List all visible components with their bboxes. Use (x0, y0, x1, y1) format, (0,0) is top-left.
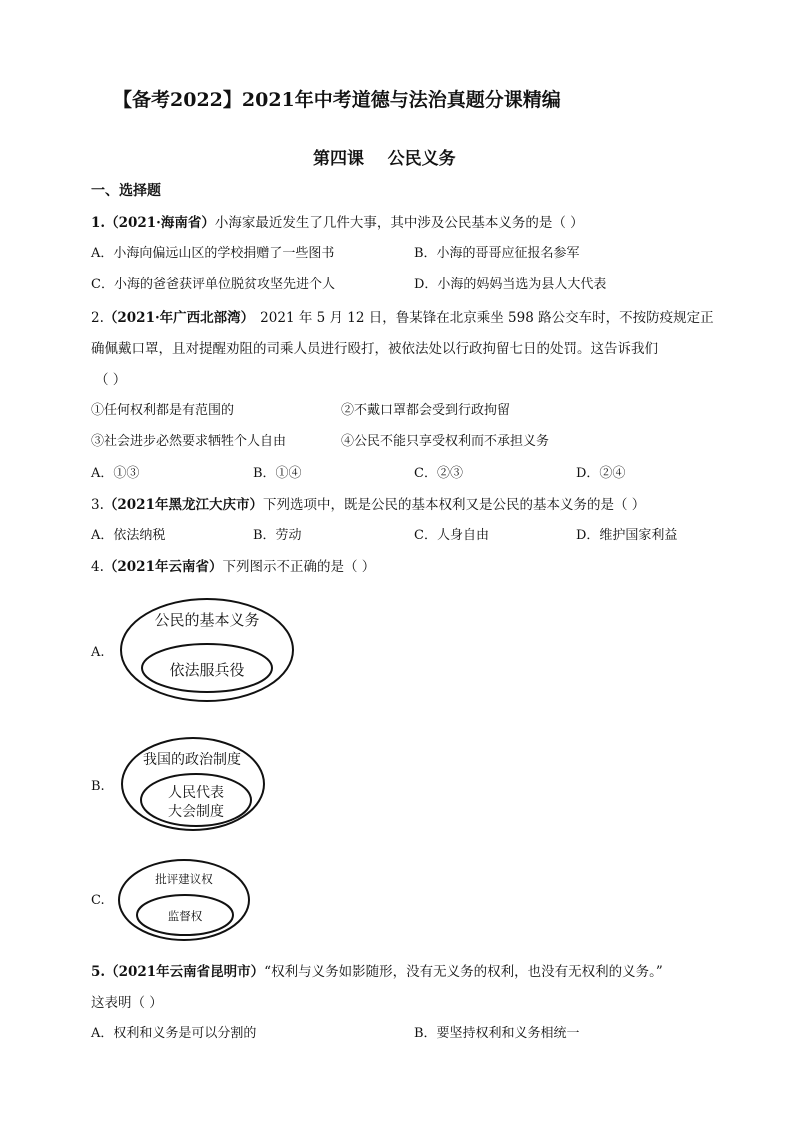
outer-label: 公民的基本义务 (154, 611, 260, 629)
q4-diagram-c (115, 857, 253, 945)
question-stem: 下列选项中，既是公民的基本权利又是公民的基本义务的是（ ） (262, 497, 646, 513)
inner-label: 监督权 (167, 909, 203, 923)
question-source: （2021年云南省） (103, 559, 223, 575)
question-number: 2. (91, 310, 104, 326)
outer-label: 我国的政治制度 (143, 752, 241, 768)
q4-diagram-b-label: B. (91, 779, 105, 794)
inner-label-line-1: 人民代表 (168, 785, 224, 801)
outer-label: 批评建议权 (155, 872, 213, 886)
question-1 (91, 211, 584, 231)
question-number: 1. (91, 215, 106, 231)
lesson-subtitle: 第四课 公民义务 (313, 149, 456, 169)
q2-statement-1: ①任何权利都是有范围的 (91, 403, 235, 418)
section-heading: 一、选择题 (91, 183, 161, 199)
q2-option-d: D．②④ (576, 466, 626, 481)
question-2 (91, 306, 714, 326)
q1-option-c: C．小海的爸爸获评单位脱贫攻坚先进个人 (91, 277, 335, 292)
q3-option-d: D．维护国家利益 (576, 528, 678, 543)
question-source: （2021·年广西北部湾） (103, 310, 255, 326)
q2-statement-4: ④公民不能只享受权利而不承担义务 (341, 434, 550, 449)
question-source: （2021年黑龙江大庆市） (103, 497, 263, 513)
q4-diagram-c-label: C. (91, 893, 105, 908)
q2-statement-3: ③社会进步必然要求牺牲个人自由 (91, 434, 287, 449)
q5-option-b: B．要坚持权利和义务相统一 (414, 1026, 580, 1041)
q4-diagram-a (118, 596, 298, 706)
question-5 (91, 960, 663, 980)
inner-label: 依法服兵役 (169, 661, 245, 679)
question-source: （2021·海南省） (105, 215, 215, 231)
q3-option-b: B．劳动 (253, 528, 302, 543)
q5-stem-line-2: 这表明（ ） (91, 995, 163, 1011)
q1-option-a: A．小海向偏远山区的学校捐赠了一些图书 (91, 246, 335, 261)
q1-option-d: D．小海的妈妈当选为县人大代表 (414, 277, 607, 292)
q5-option-a: A．权利和义务是可以分割的 (91, 1026, 257, 1041)
q2-stem-line-3: （ ） (95, 372, 127, 388)
q2-option-a: A．①③ (91, 466, 140, 481)
q2-statement-2: ②不戴口罩都会受到行政拘留 (341, 403, 511, 418)
question-stem: 2021 年 5 月 12 日，鲁某锋在北京乘坐 598 路公交车时，不按防疫规定正 (260, 310, 714, 326)
question-source: （2021年云南省昆明市） (105, 964, 265, 980)
page-title: 【备考2022】2021年中考道德与法治真题分课精编 (113, 89, 561, 111)
inner-label-line-2: 大会制度 (168, 804, 224, 820)
q2-option-c: C．②③ (414, 466, 463, 481)
question-stem: “权利与义务如影随形，没有无义务的权利，也没有无权利的义务。” (264, 964, 663, 980)
question-3 (91, 493, 645, 513)
question-stem: 小海家最近发生了几件大事，其中涉及公民基本义务的是（ ） (214, 215, 584, 231)
q2-stem-line-2: 确佩戴口罩，且对提醒劝阻的司乘人员进行殴打，被依法处以行政拘留七日的处罚。这告诉我们 (91, 341, 658, 357)
q2-option-b: B．①④ (253, 466, 302, 481)
q4-diagram-a-label: A. (91, 645, 105, 660)
question-4 (91, 555, 375, 575)
question-number: 3. (91, 497, 104, 513)
question-stem: 下列图示不正确的是（ ） (222, 559, 376, 575)
q1-option-b: B．小海的哥哥应征报名参军 (414, 246, 580, 261)
q3-option-a: A．依法纳税 (91, 528, 166, 543)
question-number: 4. (91, 559, 104, 575)
q4-diagram-b (118, 735, 268, 835)
q3-option-c: C．人身自由 (414, 528, 489, 543)
question-number: 5. (91, 964, 106, 980)
